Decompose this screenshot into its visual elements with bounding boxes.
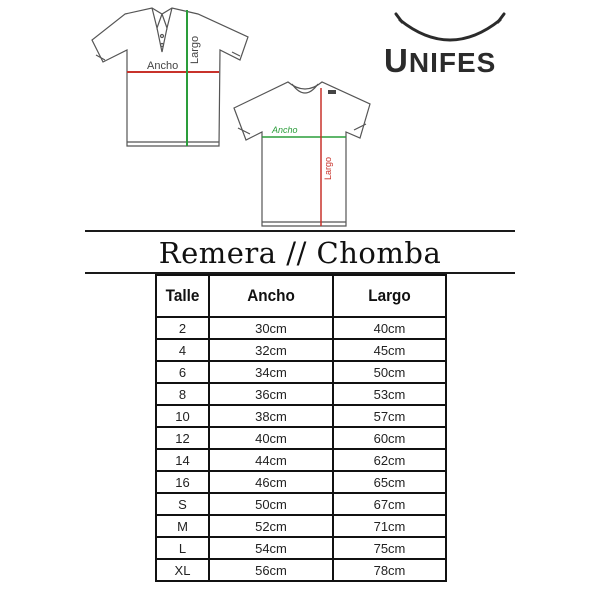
table-row [156, 317, 446, 339]
polo-width-label: Ancho [147, 60, 179, 72]
cell-length: 75cm [333, 537, 446, 559]
cell-length: 60cm [333, 427, 446, 449]
cell-width: 38cm [209, 405, 333, 427]
cell-size: 8 [156, 383, 209, 405]
cell-size: M [156, 515, 209, 537]
cell-size: S [156, 493, 209, 515]
cell-length: 65cm [333, 471, 446, 493]
tshirt-width-label: Ancho [272, 125, 298, 135]
table-row [156, 493, 446, 515]
polo-shirt-illustration [92, 8, 248, 146]
cell-size: 6 [156, 361, 209, 383]
cell-size: 14 [156, 449, 209, 471]
cell-length: 45cm [333, 339, 446, 361]
table-row [156, 559, 446, 581]
header-talle: Talle [159, 275, 207, 317]
cell-width: 44cm [209, 449, 333, 471]
cell-width: 54cm [209, 537, 333, 559]
brand-name: UNIFES [384, 42, 497, 79]
cell-width: 34cm [209, 361, 333, 383]
cell-size: XL [156, 559, 209, 581]
cell-width: 46cm [209, 471, 333, 493]
table-row [156, 339, 446, 361]
cell-width: 40cm [209, 427, 333, 449]
cell-length: 78cm [333, 559, 446, 581]
cell-size: 4 [156, 339, 209, 361]
table-row [156, 427, 446, 449]
cell-width: 56cm [209, 559, 333, 581]
brand-logo [370, 8, 530, 88]
table-row [156, 471, 446, 493]
table-row [156, 405, 446, 427]
page-title: Remera // Chomba [158, 236, 442, 270]
cell-length: 50cm [333, 361, 446, 383]
table-row [156, 515, 446, 537]
header-largo: Largo [339, 275, 441, 317]
cell-width: 30cm [209, 317, 333, 339]
table-row [156, 449, 446, 471]
table-row [156, 537, 446, 559]
polo-length-label: Largo [189, 35, 201, 64]
tshirt-illustration [234, 82, 370, 226]
table-row [156, 361, 446, 383]
title-rule-top [85, 230, 515, 232]
cell-size: 10 [156, 405, 209, 427]
cell-length: 62cm [333, 449, 446, 471]
cell-length: 57cm [333, 405, 446, 427]
tshirt-length-label: Largo [323, 156, 333, 180]
cell-size: L [156, 537, 209, 559]
size-table [155, 274, 447, 582]
cell-length: 71cm [333, 515, 446, 537]
cell-width: 50cm [209, 493, 333, 515]
cell-size: 12 [156, 427, 209, 449]
cell-width: 36cm [209, 383, 333, 405]
table-row [156, 383, 446, 405]
cell-width: 32cm [209, 339, 333, 361]
table-header-row [156, 275, 446, 317]
cell-length: 67cm [333, 493, 446, 515]
cell-length: 53cm [333, 383, 446, 405]
cell-size: 2 [156, 317, 209, 339]
cell-width: 52cm [209, 515, 333, 537]
cell-length: 40cm [333, 317, 446, 339]
cell-size: 16 [156, 471, 209, 493]
header-ancho: Ancho [215, 275, 327, 317]
